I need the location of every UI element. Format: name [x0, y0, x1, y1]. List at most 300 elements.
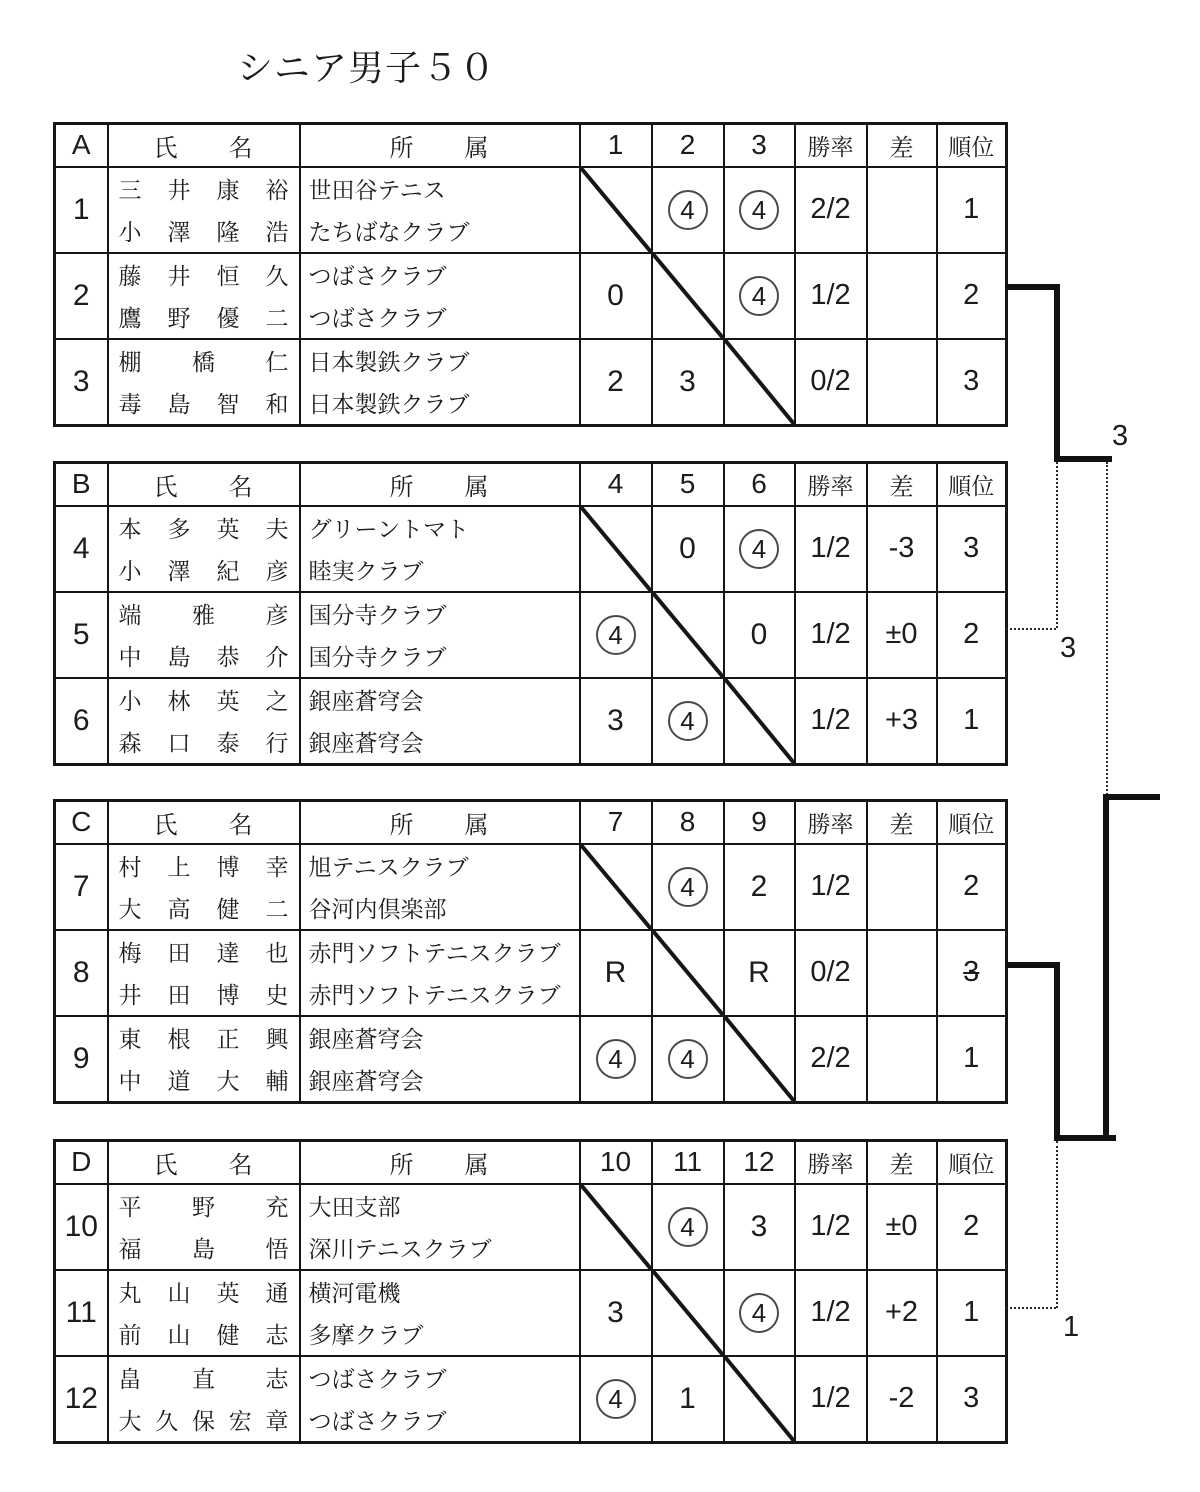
player-name-char: 井 — [167, 263, 191, 289]
rank-column-header: 順位 — [937, 801, 1007, 844]
group-A-grid — [53, 122, 1008, 427]
group-letter: A — [55, 124, 108, 167]
team-row — [55, 844, 1007, 930]
rank-cell — [937, 1356, 1007, 1443]
player-name-char: 島 — [167, 644, 191, 670]
club-name: 深川テニスクラブ — [308, 1236, 492, 1262]
player-name-char: 棚 — [118, 349, 142, 375]
player-name-char: 根 — [167, 1026, 191, 1052]
rank-number: 1 — [963, 1296, 980, 1328]
match-column-header: 1 — [580, 124, 652, 167]
team-players — [108, 253, 300, 339]
club-name: 国分寺クラブ — [308, 644, 447, 670]
diff-column-header: 差 — [867, 463, 937, 506]
team-number: 9 — [55, 1016, 108, 1103]
player-name-char: 和 — [265, 391, 289, 417]
player-name-char: 大 — [118, 896, 142, 922]
win-rate-value: 1/2 — [795, 506, 867, 592]
game-diff-value — [867, 167, 937, 253]
bracket-line-final-down — [1103, 794, 1109, 1141]
group-letter: C — [55, 801, 108, 844]
player-name-char: 梅 — [118, 940, 142, 966]
player-name-char: 充 — [265, 1194, 289, 1220]
club-name: 赤門ソフトテニスクラブ — [308, 982, 561, 1008]
group-letter: B — [55, 463, 108, 506]
player-name-char: 東 — [118, 1026, 142, 1052]
club-name: つばさクラブ — [308, 1408, 447, 1434]
diagonal-line — [581, 507, 651, 591]
self-match-diagonal-cell — [652, 930, 724, 1016]
match-result-circled-value: 4 — [739, 529, 779, 569]
table-header-row — [55, 801, 1007, 844]
player-name-char: 二 — [265, 896, 289, 922]
rank-column-header: 順位 — [937, 463, 1007, 506]
match-result-circled-value: 4 — [668, 701, 708, 741]
rank-number: 3 — [963, 365, 980, 397]
player-name-char: 健 — [216, 1322, 240, 1348]
win-rate-value: 0/2 — [795, 930, 867, 1016]
self-match-diagonal-cell — [580, 844, 652, 930]
win-rate-column-header: 勝率 — [795, 1141, 867, 1184]
player-name-char: 正 — [216, 1026, 240, 1052]
club-name: 横河電機 — [308, 1280, 401, 1306]
player-name-char: 直 — [192, 1366, 215, 1392]
match-result-circled-value: 4 — [668, 1039, 708, 1079]
player-name — [109, 296, 299, 338]
player-name-char: 恒 — [216, 263, 240, 289]
player-name-char: 多 — [167, 516, 191, 542]
match-result-value: 2 — [607, 364, 624, 398]
player-name-char: 優 — [216, 305, 240, 331]
match-result-value: 1 — [679, 1381, 696, 1415]
bracket-line-a2-out — [1005, 284, 1060, 290]
player-name-char: 村 — [118, 854, 142, 880]
player-name-char: 行 — [265, 730, 289, 756]
club-name: 銀座蒼穹会 — [308, 1068, 424, 1094]
bracket-dotted-d11-out — [1005, 1307, 1056, 1309]
team-row — [55, 1184, 1007, 1270]
player-name — [109, 168, 299, 210]
player-name-char: 宏 — [228, 1408, 252, 1434]
player-name-char: 上 — [167, 854, 191, 880]
team-number: 2 — [55, 253, 108, 339]
player-name-char: 英 — [216, 516, 240, 542]
club-name: つばさクラブ — [308, 1366, 447, 1392]
player-name-char: 史 — [265, 982, 289, 1008]
team-number: 3 — [55, 339, 108, 426]
rank-cell — [937, 930, 1007, 1016]
player-name-char: 島 — [167, 391, 191, 417]
player-name-char: 之 — [265, 688, 289, 714]
team-number: 4 — [55, 506, 108, 592]
player-name-char: 久 — [155, 1408, 179, 1434]
player-name-char: 毒 — [118, 391, 142, 417]
diagonal-line — [653, 593, 723, 677]
rank-number: 3 — [963, 956, 980, 988]
player-name-char: 小 — [118, 558, 142, 584]
player-name-char: 彦 — [265, 602, 289, 628]
rank-cell — [937, 1270, 1007, 1356]
win-rate-column-header: 勝率 — [795, 124, 867, 167]
club-name: たちばなクラブ — [308, 219, 470, 245]
player-name-char: 鷹 — [118, 305, 142, 331]
match-result-cell — [652, 339, 724, 426]
rank-number: 1 — [963, 704, 980, 736]
match-result-cell — [652, 506, 724, 592]
page-title: シニア男子５０ — [237, 47, 497, 88]
bracket-line-c8-out — [1005, 962, 1060, 968]
player-name — [109, 549, 299, 591]
game-diff-value — [867, 930, 937, 1016]
rank-cell — [937, 167, 1007, 253]
diagonal-line — [581, 1185, 651, 1269]
diff-column-header: 差 — [867, 1141, 937, 1184]
team-clubs — [300, 506, 580, 592]
match-result-value: 3 — [607, 703, 624, 737]
team-number: 1 — [55, 167, 108, 253]
group-d-table — [53, 1139, 1011, 1444]
name-column-header: 氏 名 — [108, 801, 300, 844]
game-diff-value: ±0 — [867, 1184, 937, 1270]
bracket-dotted-b5-up — [1056, 462, 1058, 628]
club-name: 銀座蒼穹会 — [308, 730, 424, 756]
match-column-header: 8 — [652, 801, 724, 844]
player-name-char: 英 — [216, 1280, 240, 1306]
team-players — [108, 678, 300, 765]
player-name-char: 口 — [167, 730, 191, 756]
self-match-diagonal-cell — [580, 167, 652, 253]
team-row — [55, 592, 1007, 678]
diff-column-header: 差 — [867, 801, 937, 844]
player-name — [109, 679, 299, 721]
win-rate-value: 1/2 — [795, 1270, 867, 1356]
team-number: 11 — [55, 1270, 108, 1356]
player-name — [109, 1399, 299, 1441]
team-row — [55, 506, 1007, 592]
club-name: つばさクラブ — [308, 263, 447, 289]
player-name-char: 浩 — [265, 219, 289, 245]
team-number: 8 — [55, 930, 108, 1016]
player-name — [109, 593, 299, 635]
match-result-cell — [580, 678, 652, 765]
team-number: 6 — [55, 678, 108, 765]
player-name-char: 島 — [192, 1236, 215, 1262]
group-b-table — [53, 461, 1011, 766]
player-name — [109, 1017, 299, 1059]
match-result-cell — [724, 592, 795, 678]
player-name-char: 田 — [167, 982, 191, 1008]
match-column-header: 7 — [580, 801, 652, 844]
match-result-value: 3 — [607, 1295, 624, 1329]
player-name-char: 也 — [265, 940, 289, 966]
game-diff-value — [867, 339, 937, 426]
player-name-char: 通 — [265, 1280, 289, 1306]
match-result-value: 3 — [679, 364, 696, 398]
rank-cell — [937, 844, 1007, 930]
self-match-diagonal-cell — [724, 1016, 795, 1103]
team-clubs — [300, 844, 580, 930]
player-name-char: 夫 — [265, 516, 289, 542]
win-rate-value: 1/2 — [795, 1184, 867, 1270]
team-clubs — [300, 339, 580, 426]
player-name-char: 福 — [118, 1236, 142, 1262]
team-number: 12 — [55, 1356, 108, 1443]
player-name-char: 林 — [167, 688, 191, 714]
match-result-circled-value: 4 — [596, 1039, 636, 1079]
match-result-cell — [580, 253, 652, 339]
player-name-char: 山 — [167, 1280, 191, 1306]
player-name — [109, 1313, 299, 1355]
team-players — [108, 1016, 300, 1103]
rank-number: 2 — [963, 618, 980, 650]
match-result-value: 2 — [750, 869, 768, 903]
win-rate-value: 1/2 — [795, 592, 867, 678]
game-diff-value: -3 — [867, 506, 937, 592]
match-column-header: 4 — [580, 463, 652, 506]
match-result-value: 0 — [679, 531, 696, 565]
player-name — [109, 382, 299, 424]
bracket-line-final-out — [1103, 794, 1160, 800]
club-name: 大田支部 — [308, 1194, 401, 1220]
player-name-char: 幸 — [265, 854, 289, 880]
match-result-cell — [580, 930, 652, 1016]
match-column-header: 9 — [724, 801, 795, 844]
club-name: グリーントマト — [308, 516, 470, 542]
match-column-header: 3 — [724, 124, 795, 167]
player-name-char: 野 — [192, 1194, 215, 1220]
team-number: 5 — [55, 592, 108, 678]
team-players — [108, 339, 300, 426]
club-name: 赤門ソフトテニスクラブ — [308, 940, 561, 966]
club-name: 睦実クラブ — [308, 558, 424, 584]
rank-number: 3 — [963, 1382, 980, 1414]
match-result-value: 3 — [750, 1209, 768, 1243]
match-column-header: 2 — [652, 124, 724, 167]
player-name-char: 田 — [167, 940, 191, 966]
self-match-diagonal-cell — [652, 253, 724, 339]
club-name: 日本製鉄クラブ — [308, 349, 470, 375]
team-clubs — [300, 1184, 580, 1270]
player-name-char: 裕 — [265, 177, 289, 203]
win-rate-column-header: 勝率 — [795, 801, 867, 844]
match-result-cell — [724, 844, 795, 930]
player-name — [109, 1357, 299, 1399]
player-name-char: 博 — [216, 982, 240, 1008]
rank-cell — [937, 506, 1007, 592]
group-B-grid — [53, 461, 1008, 766]
rank-cell — [937, 339, 1007, 426]
player-name — [109, 1059, 299, 1101]
self-match-diagonal-cell — [724, 678, 795, 765]
playoff1-label-top: 3 — [1112, 420, 1129, 452]
match-result-value: R — [604, 955, 627, 989]
rank-number: 2 — [963, 279, 980, 311]
match-result-cell — [724, 253, 795, 339]
table-header-row — [55, 1141, 1007, 1184]
team-number: 10 — [55, 1184, 108, 1270]
player-name — [109, 721, 299, 763]
player-name-char: 丸 — [118, 1280, 142, 1306]
player-name — [109, 973, 299, 1015]
match-result-cell — [652, 167, 724, 253]
match-result-circled-value: 4 — [668, 867, 708, 907]
match-result-cell — [652, 1356, 724, 1443]
player-name-char: 英 — [216, 688, 240, 714]
win-rate-value: 1/2 — [795, 678, 867, 765]
player-name — [109, 254, 299, 296]
player-name-char: 隆 — [216, 219, 240, 245]
player-name-char: 澤 — [167, 558, 191, 584]
win-rate-value: 1/2 — [795, 253, 867, 339]
team-clubs — [300, 253, 580, 339]
player-name-char: 彦 — [265, 558, 289, 584]
team-players — [108, 1184, 300, 1270]
player-name-char: 前 — [118, 1322, 142, 1348]
player-name-char: 悟 — [265, 1236, 289, 1262]
player-name-char: 井 — [167, 177, 191, 203]
player-name-char: 藤 — [118, 263, 142, 289]
table-header-row — [55, 463, 1007, 506]
team-row — [55, 1270, 1007, 1356]
game-diff-value — [867, 253, 937, 339]
match-result-value: 0 — [607, 278, 624, 312]
bracket-line-c8-down — [1054, 962, 1060, 1141]
match-result-circled-value: 4 — [668, 1207, 708, 1247]
team-players — [108, 844, 300, 930]
player-name — [109, 507, 299, 549]
diagonal-line — [653, 254, 723, 338]
player-name-char: 井 — [118, 982, 142, 1008]
club-name: 旭テニスクラブ — [308, 854, 469, 880]
self-match-diagonal-cell — [652, 592, 724, 678]
player-name — [109, 931, 299, 973]
match-result-cell — [724, 930, 795, 1016]
team-players — [108, 506, 300, 592]
club-name: 銀座蒼穹会 — [308, 1026, 424, 1052]
affiliation-column-header: 所 属 — [300, 1141, 580, 1184]
match-result-circled-value: 4 — [739, 1293, 779, 1333]
win-rate-value: 1/2 — [795, 844, 867, 930]
player-name-char: 智 — [216, 391, 240, 417]
game-diff-value: +2 — [867, 1270, 937, 1356]
game-diff-value: ±0 — [867, 592, 937, 678]
player-name-char: 本 — [118, 516, 142, 542]
team-clubs — [300, 1016, 580, 1103]
player-name-char: 健 — [216, 896, 240, 922]
player-name-char: 高 — [167, 896, 191, 922]
group-letter: D — [55, 1141, 108, 1184]
rank-cell — [937, 1016, 1007, 1103]
rank-cell — [937, 592, 1007, 678]
player-name — [109, 845, 299, 887]
player-name-char: 雅 — [192, 602, 215, 628]
team-players — [108, 592, 300, 678]
club-name: 国分寺クラブ — [308, 602, 447, 628]
bracket-dotted-b5-out — [1005, 628, 1056, 630]
match-result-cell — [580, 1270, 652, 1356]
club-name: 日本製鉄クラブ — [308, 391, 470, 417]
team-players — [108, 1356, 300, 1443]
bracket-line-a2-down — [1054, 284, 1060, 462]
match-result-circled-value: 4 — [739, 190, 779, 230]
diagonal-line — [725, 679, 794, 763]
group-C-grid — [53, 799, 1008, 1104]
player-name-char: 橋 — [192, 349, 215, 375]
team-row — [55, 167, 1007, 253]
match-result-circled-value: 4 — [596, 615, 636, 655]
rank-cell — [937, 253, 1007, 339]
match-column-header: 12 — [724, 1141, 795, 1184]
table-header-row — [55, 124, 1007, 167]
rank-number: 1 — [963, 193, 980, 225]
diagonal-line — [725, 1017, 794, 1101]
win-rate-column-header: 勝率 — [795, 463, 867, 506]
team-row — [55, 253, 1007, 339]
team-players — [108, 167, 300, 253]
rank-cell — [937, 678, 1007, 765]
match-result-value: R — [748, 955, 770, 989]
player-name — [109, 635, 299, 677]
self-match-diagonal-cell — [724, 1356, 795, 1443]
rank-column-header: 順位 — [937, 1141, 1007, 1184]
game-diff-value — [867, 844, 937, 930]
self-match-diagonal-cell — [724, 339, 795, 426]
match-column-header: 5 — [652, 463, 724, 506]
bracket-line-playoff2-result — [1054, 1135, 1116, 1141]
team-number: 7 — [55, 844, 108, 930]
win-rate-value: 2/2 — [795, 167, 867, 253]
team-row — [55, 1356, 1007, 1443]
playoff2-label-bottom: 1 — [1063, 1311, 1080, 1343]
player-name-char: 大 — [118, 1408, 142, 1434]
match-result-cell — [724, 167, 795, 253]
player-name-char: 章 — [265, 1408, 289, 1434]
team-clubs — [300, 592, 580, 678]
win-rate-value: 2/2 — [795, 1016, 867, 1103]
player-name — [109, 340, 299, 382]
match-column-header: 10 — [580, 1141, 652, 1184]
affiliation-column-header: 所 属 — [300, 801, 580, 844]
player-name-char: 大 — [216, 1068, 240, 1094]
bracket-dotted-connector — [1106, 462, 1108, 795]
player-name-char: 仁 — [265, 349, 289, 375]
bracket-line-playoff1-result — [1054, 456, 1112, 462]
player-name-char: 博 — [216, 854, 240, 880]
rank-number: 2 — [963, 870, 980, 902]
player-name — [109, 1271, 299, 1313]
affiliation-column-header: 所 属 — [300, 124, 580, 167]
game-diff-value — [867, 1016, 937, 1103]
match-column-header: 6 — [724, 463, 795, 506]
player-name-char: 興 — [265, 1026, 289, 1052]
player-name-char: 保 — [192, 1408, 215, 1434]
player-name-char: 泰 — [216, 730, 240, 756]
match-result-cell — [724, 1270, 795, 1356]
name-column-header: 氏 名 — [108, 124, 300, 167]
match-result-cell — [652, 844, 724, 930]
rank-number: 3 — [963, 532, 980, 564]
player-name-char: 中 — [118, 644, 142, 670]
diagonal-line — [653, 931, 723, 1015]
self-match-diagonal-cell — [580, 1184, 652, 1270]
match-result-cell — [652, 678, 724, 765]
team-row — [55, 930, 1007, 1016]
match-result-cell — [724, 506, 795, 592]
match-result-cell — [652, 1016, 724, 1103]
player-name-char: 二 — [265, 305, 289, 331]
match-result-circled-value: 4 — [739, 276, 779, 316]
player-name — [109, 887, 299, 929]
